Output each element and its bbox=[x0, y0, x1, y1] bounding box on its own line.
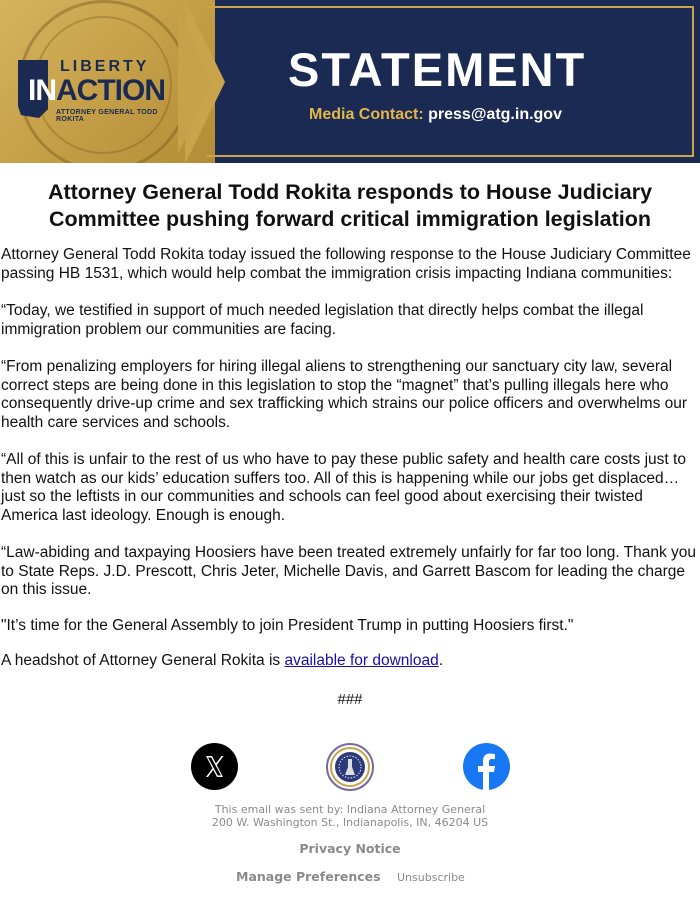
social-links bbox=[0, 743, 700, 791]
header-banner bbox=[0, 0, 700, 163]
footer-address: 200 W. Washington St., Indianapolis, IN, 46204 US bbox=[211, 816, 489, 829]
article-paragraph: “Today, we testified in support of much needed legislation that directly helps combat the illegal immigration problem our communities are facing. bbox=[1, 302, 644, 338]
facebook-icon[interactable] bbox=[463, 743, 510, 790]
attorney-general-seal-icon[interactable] bbox=[326, 743, 374, 791]
logo-tagline: ATTORNEY GENERAL TODD ROKITA bbox=[56, 109, 158, 123]
logo-in: IN bbox=[28, 74, 56, 107]
headshot-prefix: A headshot of Attorney General Rokita is bbox=[1, 652, 285, 669]
statement-heading: STATEMENT bbox=[288, 43, 587, 96]
media-contact-label: Media Contact: bbox=[309, 106, 424, 123]
headshot-suffix: . bbox=[438, 652, 444, 669]
headshot-download-link[interactable]: available for download bbox=[284, 652, 439, 669]
logo-action: ACTION bbox=[56, 74, 165, 107]
logo-in-action-text bbox=[28, 74, 165, 108]
privacy-notice-link[interactable]: Privacy Notice bbox=[299, 841, 401, 856]
article-paragraph: “Law-abiding and taxpaying Hoosiers have been treated extremely unfairly for far too long. Thank you to State Reps. J.D. Prescott, Chris Jeter, Michelle Davis, and Garrett Bascom for leading the charge on this issue. bbox=[1, 544, 697, 598]
liberty-in-action-logo bbox=[18, 56, 188, 124]
media-contact bbox=[309, 106, 562, 124]
article-paragraph: “From penalizing employers for hiring illegal aliens to strengthening our sanctuary city law, several correct steps are being done in this legislation to stop the “magnet” that’s pulling illegals here who consequently drive-up crime and sex trafficking which strains our police officers and overwhelms our health care services and schools. bbox=[1, 358, 688, 431]
unsubscribe-link[interactable]: Unsubscribe bbox=[397, 871, 465, 884]
end-mark: ### bbox=[337, 690, 363, 708]
headshot-note bbox=[1, 652, 699, 671]
article-title: Attorney General Todd Rokita responds to House Judiciary Committee pushing forward critical immigration legislation bbox=[47, 180, 653, 231]
article-paragraph: Attorney General Todd Rokita today issued the following response to the House Judiciary Committee passing HB 1531, which would help combat the immigration crisis impacting Indiana communities: bbox=[1, 246, 691, 282]
media-contact-email[interactable]: press@atg.in.gov bbox=[428, 106, 562, 123]
manage-preferences-link[interactable]: Manage Preferences bbox=[236, 869, 381, 884]
footer-sender-info bbox=[0, 803, 700, 829]
article-body bbox=[0, 179, 700, 708]
logo-liberty-text: LIBERTY bbox=[60, 58, 150, 75]
article-paragraph: "It’s time for the General Assembly to join President Trump in putting Hoosiers first." bbox=[1, 616, 574, 634]
article-paragraph: “All of this is unfair to the rest of us who have to pay these public safety and health care costs just to then watch as our kids’ education suffers too. All of this is happening while our jobs get displaced…just so the leftists in our communities and schools can feel good about exercising their twisted America last ideology. Enough is enough. bbox=[1, 451, 686, 524]
x-icon[interactable] bbox=[191, 743, 238, 790]
footer-sent-by: This email was sent by: Indiana Attorney General bbox=[214, 803, 486, 816]
